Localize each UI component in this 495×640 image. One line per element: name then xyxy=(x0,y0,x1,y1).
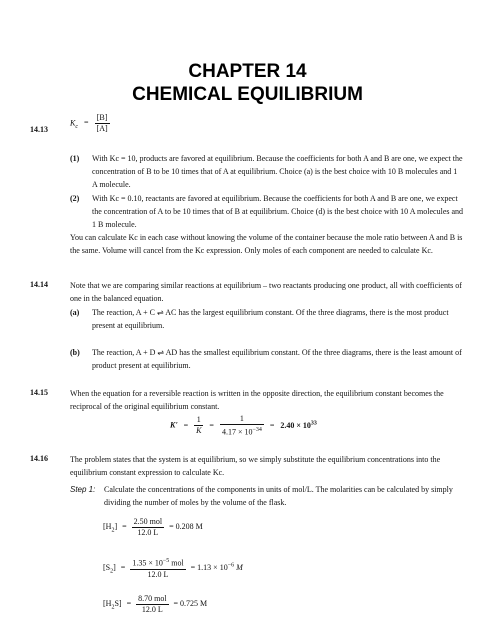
s2-concentration: $[S_2]$ = $\frac{1.35 \times 10^{-5} mol}{12.0 L}$ = $1.13 \times 10^{-6}$ M xyxy=(103,558,243,579)
item-a-label: (a) xyxy=(70,308,80,317)
item-b-text: The reaction, A + D ⇌ AD has the smallest equilibrium constant. Of the three diagrams, there is the least amount of product present at equilibrium. xyxy=(92,348,462,370)
item-2-text: With Kc = 0.10, reactants are favored at equilibrium. Because the coefficients for both A and B are one, we expect the concentration of A to be 10 times that of B at equilibrium. Choice (d) is the best choice with 10 A molecules and 1 B molecule. xyxy=(92,194,464,229)
h2s-concentration: $[H_2S]$ = $\frac{\text{8.70 mol}}{12.0 L}$ = 0.725 M xyxy=(103,594,208,614)
item-2-label: (2) xyxy=(70,194,80,203)
text-1416: The problem states that the system is at equilibrium, so we simply substitute the equilibrium concentrations into the equilibrium constant expression to calculate Kc. xyxy=(70,455,441,477)
kc-expression: $K_c$ = $\frac{[B]}{[A]}$ xyxy=(70,113,108,133)
problem-number-1413: 14.13 xyxy=(30,125,48,134)
item-1-text: With Kc = 10, products are favored at equilibrium. Because the coefficients for both A and B are one, we expect the concentration of B to be 10 times that of A at equilibrium. Choice (a) is the best choice with 10 B molecules and 1 A molecule. xyxy=(92,154,463,189)
step-1-label: Step 1: xyxy=(70,485,96,494)
chapter-number: CHAPTER 14 xyxy=(188,61,307,82)
note-1413: You can calculate Kc in each case without knowing the volume of the container because the mole ratio between A and B is the same. Volume will cancel from the Kc expression. Only moles of each component are needed to calculate Kc. xyxy=(70,233,463,255)
item-b-label: (b) xyxy=(70,348,80,357)
problem-number-1416: 14.16 xyxy=(30,454,48,463)
k-prime-equation: K' = $\frac{1}{K}$ = $\frac{1}{4.17 \times 10^{-34}}$ = $2.40 \times 10^{33}$ xyxy=(170,414,317,437)
step-1-text: Calculate the concentrations of the components in units of mol/L. The molarities can be calculated by simply dividing the number of moles by the volume of the flask. xyxy=(104,485,453,507)
h2-concentration: $[H_2]$ = $\frac{\text{2.50 mol}}{12.0 L}$ = 0.208 M xyxy=(103,517,203,537)
intro-1414: Note that we are comparing similar reactions at equilibrium – two reactants producing one product, all with coefficients of one in the balanced equation. xyxy=(70,281,462,303)
text-1415: When the equation for a reversible reaction is written in the opposite direction, the equilibrium constant becomes the reciprocal of the original equilibrium constant. xyxy=(70,389,444,411)
item-1-label: (1) xyxy=(70,154,80,163)
item-a-text: The reaction, A + C ⇌ AC has the largest equilibrium constant. Of the three diagrams, there is the most product present at equilibrium. xyxy=(92,308,449,330)
problem-number-1414: 14.14 xyxy=(30,280,48,289)
chapter-title: CHEMICAL EQUILIBRIUM xyxy=(132,84,363,105)
problem-number-1415: 14.15 xyxy=(30,388,48,397)
